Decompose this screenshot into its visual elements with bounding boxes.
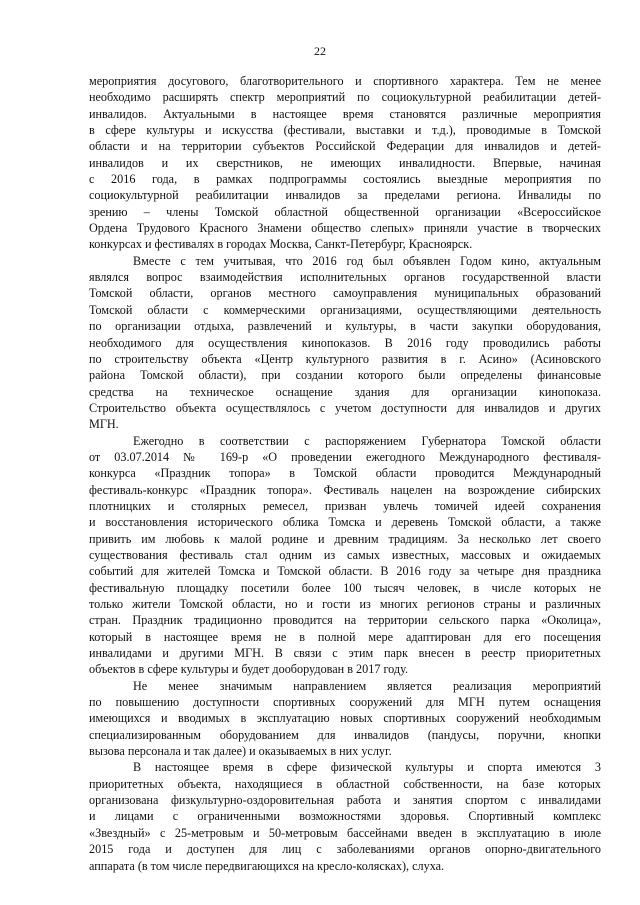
text-line: аппарата (в том числе передвигающихся на кресло-колясках), слуха. bbox=[89, 858, 445, 873]
text-line: инвалидами и другими МГН. В связи с этим парк внесен в реестр приоритетных bbox=[89, 646, 601, 661]
text-line: В настоящее время в сфере физической культуры и спорта имеются 3 bbox=[133, 760, 601, 775]
text-line: от 03.07.2014 № 169-р «О проведении ежегодного Международного фестиваля- bbox=[89, 449, 601, 464]
text-line: стран. Праздник традиционно проводится на территории сельского парка «Околица», bbox=[89, 613, 601, 628]
text-line: Ежегодно в соответствии с распоряжением Губернатора Томской области bbox=[133, 433, 601, 448]
text-line: «Звездный» с 25-метровым и 50-метровым бассейнами введен в эксплуатацию в июле bbox=[89, 825, 601, 840]
text-line: имеющихся и вводимых в эксплуатацию новых спортивных сооружений необходимым bbox=[89, 711, 601, 726]
text-line: с 2016 года, в рамках подпрограммы состоялись выездные мероприятия по bbox=[89, 172, 601, 187]
text-line: плотницких и столярных ремесел, призван увлечь томичей идеей сохранения bbox=[89, 498, 601, 513]
text-line: и лицами с ограниченными возможностями здоровья. Спортивный комплекс bbox=[89, 809, 601, 824]
text-line: вызова персонала и так далее) и оказываемых в них услуг. bbox=[89, 744, 392, 759]
paragraph bbox=[89, 73, 601, 253]
text-line: инвалидов и их сверстников, не имеющих инвалидности. Впервые, начиная bbox=[89, 155, 601, 170]
text-line: Вместе с тем учитывая, что 2016 год был объявлен Годом кино, актуальным bbox=[133, 253, 601, 268]
text-line: конкурсах и фестивалях в городах Москва, Санкт-Петербург, Красноярск. bbox=[89, 237, 473, 252]
text-line: событий для жителей Томска и Томской области. В 2016 году за четыре дня праздника bbox=[89, 564, 601, 579]
text-line: Не менее значимым направлением является реализация мероприятий bbox=[133, 678, 601, 693]
text-line: фестиваль-конкурс «Праздник топора». Фестиваль нацелен на возрождение сибирских bbox=[89, 482, 601, 497]
text-line: фестивальную площадку посетили более 100 тысяч человек, в числе которых не bbox=[89, 580, 601, 595]
text-line: Строительство объекта осуществлялось с учетом доступности для инвалидов и других bbox=[89, 400, 601, 415]
text-line: 2015 года и доступен для лиц с заболеваниями органов опорно-двигательного bbox=[89, 842, 601, 857]
text-line: в сфере культуры и искусства (фестивали, выставки и т.д.), проводимые в Томской bbox=[89, 123, 601, 138]
text-line: района Томской области), при создании которого были определены финансовые bbox=[89, 368, 601, 383]
text-line: объектов в сфере культуры и будет дооборудован в 2017 году. bbox=[89, 662, 409, 677]
text-line: привить им любовь к малой родине и древним традициям. За несколько лет своего bbox=[89, 531, 601, 546]
paragraph bbox=[89, 253, 601, 433]
text-line: инвалидов. Актуальными в настоящее время становятся различные мероприятия bbox=[89, 106, 601, 121]
text-line: существования фестиваль стал одним из самых известных, массовых и ожидаемых bbox=[89, 547, 601, 562]
text-line: Томской области с коммерческими организациями, осуществляющими деятельность bbox=[89, 302, 601, 317]
paragraph bbox=[89, 433, 601, 678]
text-line: по строительству объекта «Центр культурного развития в г. Асино» (Асиновского bbox=[89, 351, 601, 366]
text-line: приоритетных объекта, находящиеся в областной собственности, на базе которых bbox=[89, 776, 601, 791]
text-line: необходимого для осуществления кинопоказов. В 2016 году проводились работы bbox=[89, 335, 601, 350]
paragraph bbox=[89, 759, 601, 873]
document-body bbox=[89, 73, 601, 874]
text-line: по повышению доступности спортивных сооружений для МГН путем оснащения bbox=[89, 695, 601, 710]
text-line: необходимо расширять спектр мероприятий по социокультурной реабилитации детей- bbox=[89, 90, 601, 105]
text-line: только жители Томской области, но и гости из многих регионов страны и различных bbox=[89, 597, 601, 611]
text-line: который в настоящее время не в полной мере адаптирован для его посещения bbox=[89, 629, 601, 644]
text-line: МГН. bbox=[89, 417, 119, 432]
text-line: зрению – члены Томской областной общественной организации «Всероссийское bbox=[89, 204, 601, 219]
text-line: организована физкультурно-оздоровительная работа и занятия спортом с инвалидами bbox=[89, 793, 601, 808]
paragraph bbox=[89, 678, 601, 760]
text-line: Ордена Трудового Красного Знамени общество слепых» приняли участие в творческих bbox=[89, 221, 601, 236]
text-line: области и на территории субъектов Российской Федерации для инвалидов и детей- bbox=[89, 139, 601, 154]
text-line: Томской области, органов местного самоуправления муниципальных образований bbox=[89, 286, 601, 301]
text-line: по организации отдыха, развлечений и культуры, в части закупки оборудования, bbox=[89, 319, 601, 334]
text-line: мероприятия досугового, благотворительного и спортивного характера. Тем не менее bbox=[89, 74, 601, 88]
text-line: и восстановления исторического облика Томска и деревень Томской области, а также bbox=[89, 515, 601, 530]
text-line: конкурса «Праздник топора» в Томской области проводится Международный bbox=[89, 466, 601, 481]
text-line: средства на техническое оснащение здания для организации кинопоказа. bbox=[89, 384, 601, 399]
text-line: специализированным оборудованием для инвалидов (пандусы, поручни, кнопки bbox=[89, 727, 601, 742]
page-number: 22 bbox=[314, 44, 326, 58]
text-line: социокультурной реабилитации инвалидов за пределами региона. Инвалиды по bbox=[89, 188, 601, 203]
text-line: являлся вопрос взаимодействия исполнительных органов государственной власти bbox=[89, 270, 601, 285]
